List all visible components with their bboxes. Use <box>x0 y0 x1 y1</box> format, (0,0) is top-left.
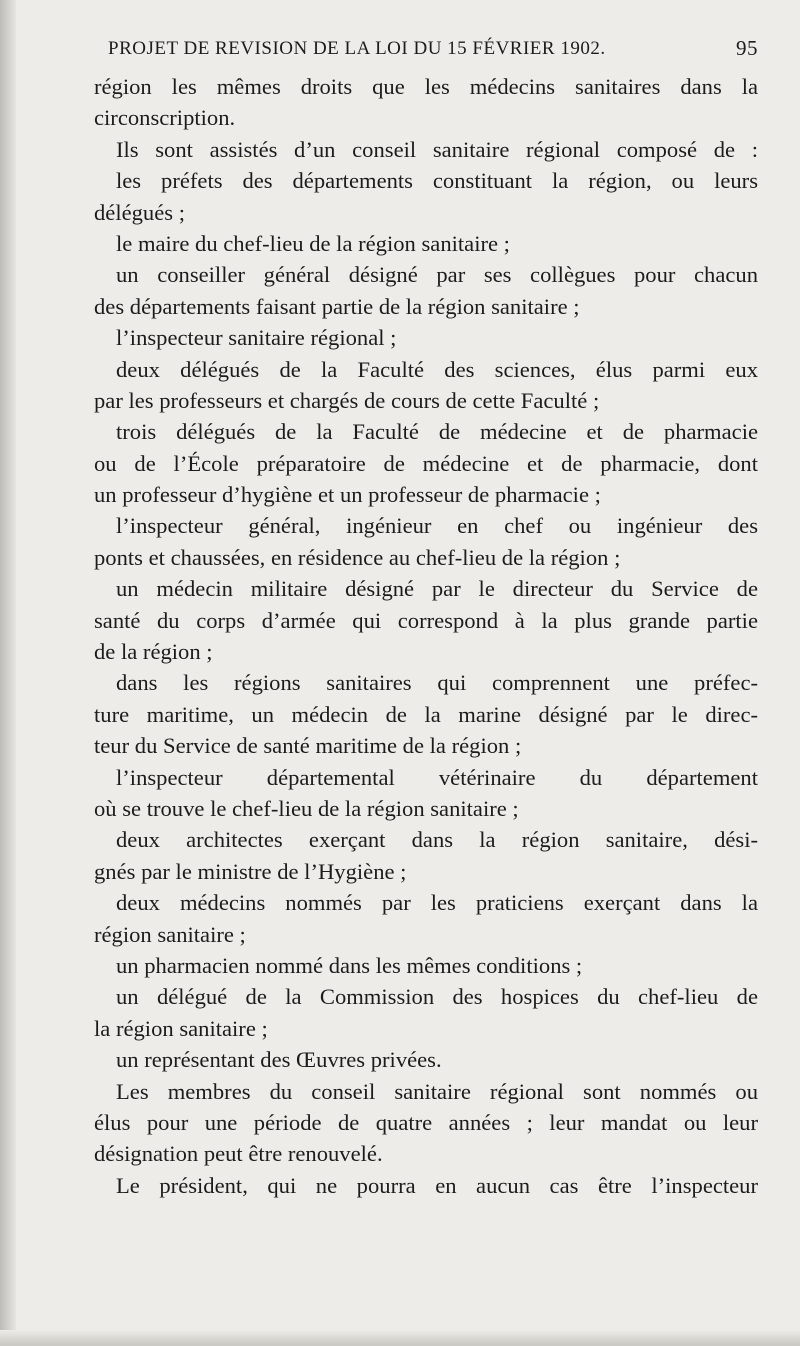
text-line: de la région ; <box>94 639 213 665</box>
text-line: désignation peut être renouvelé. <box>94 1141 383 1167</box>
text-line: l’inspecteur sanitaire régional ; <box>116 325 397 351</box>
text-line: l’inspecteur général, ingénieur en chef ou ingénieur des <box>116 513 758 539</box>
text-line: circonscription. <box>94 105 236 131</box>
text-line: deux délégués de la Faculté des sciences, élus parmi eux <box>116 356 758 382</box>
text-line: délégués ; <box>94 199 185 225</box>
text-line: les préfets des départements constituant la région, ou leurs <box>116 168 758 194</box>
text-line: un médecin militaire désigné par le directeur du Service de <box>116 576 758 602</box>
text-line: Les membres du conseil sanitaire régional sont nommés ou <box>116 1078 758 1104</box>
text-line: où se trouve le chef-lieu de la région sanitaire ; <box>94 795 519 821</box>
body-text <box>94 71 758 1201</box>
text-line: élus pour une période de quatre années ; leur mandat ou leur <box>94 1109 758 1135</box>
text-line: teur du Service de santé maritime de la région ; <box>94 733 522 759</box>
text-line: Ils sont assistés d’un conseil sanitaire régional composé de : <box>116 136 758 162</box>
text-line: un représentant des Œuvres privées. <box>116 1047 442 1073</box>
text-line: un conseiller général désigné par ses collègues pour chacun <box>116 262 758 288</box>
text-line: des départements faisant partie de la région sanitaire ; <box>94 293 580 319</box>
running-header <box>108 36 758 66</box>
text-line: ou de l’École préparatoire de médecine et de pharmacie, dont <box>94 450 758 476</box>
text-line: deux architectes exerçant dans la région sanitaire, dési- <box>116 827 758 853</box>
text-line: un pharmacien nommé dans les mêmes conditions ; <box>116 952 583 978</box>
text-line: dans les régions sanitaires qui comprennent une préfec- <box>116 670 758 696</box>
text-line: Le président, qui ne pourra en aucun cas être l’inspecteur <box>116 1172 758 1198</box>
text-line: le maire du chef-lieu de la région sanitaire ; <box>116 230 510 256</box>
text-line: par les professeurs et chargés de cours de cette Faculté ; <box>94 387 600 413</box>
page-number: 95 <box>736 36 758 60</box>
text-line: gnés par le ministre de l’Hygiène ; <box>94 858 407 884</box>
text-line: région sanitaire ; <box>94 921 246 947</box>
text-line: ponts et chaussées, en résidence au chef-lieu de la région ; <box>94 544 621 570</box>
running-title: PROJET DE REVISION DE LA LOI DU 15 FÉVRIER 1902. <box>108 38 606 59</box>
text-line: deux médecins nommés par les praticiens exerçant dans la <box>116 890 758 916</box>
text-line: trois délégués de la Faculté de médecine et de pharmacie <box>116 419 758 445</box>
page-shadow-bottom <box>0 1330 800 1346</box>
text-line: la région sanitaire ; <box>94 1015 268 1041</box>
text-line: l’inspecteur départemental vétérinaire du département <box>116 764 758 790</box>
text-line: santé du corps d’armée qui correspond à la plus grande partie <box>94 607 758 633</box>
text-line: région les mêmes droits que les médecins sanitaires dans la <box>94 74 758 99</box>
page-shadow-left <box>0 0 16 1346</box>
text-line: un délégué de la Commission des hospices du chef-lieu de <box>116 984 758 1010</box>
text-line: un professeur d’hygiène et un professeur de pharmacie ; <box>94 482 601 508</box>
text-line: ture maritime, un médecin de la marine désigné par le direc- <box>94 701 758 727</box>
